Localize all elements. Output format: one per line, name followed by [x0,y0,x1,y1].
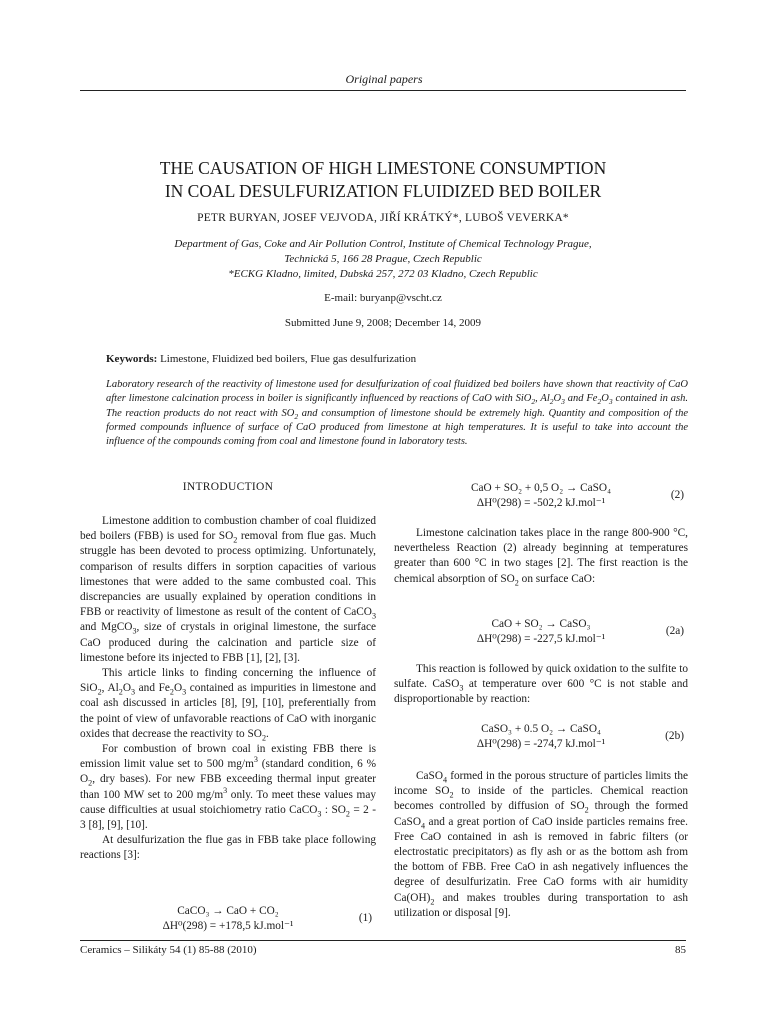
text-run: O [122,682,131,695]
affiliation-line-2: Technická 5, 166 28 Prague, Czech Republic [284,253,482,265]
subscript: 3 [132,626,137,636]
equation-line: ΔH⁰(298) = -227,5 kJ.mol⁻¹ [476,633,606,645]
abstract-text: O [601,393,609,405]
subscript: 3 [608,397,613,407]
text-run: This reaction is followed by quick oxidation to the sulfite to sulfate. CaSO [394,663,688,691]
section-heading: INTRODUCTION [182,481,274,493]
text-run: (standard condition, 6 % O [80,758,377,786]
paragraph [80,742,376,833]
right-paragraph-2 [394,662,688,708]
title-line-1: THE CAUSATION OF HIGH LIMESTONE CONSUMPTION [159,158,607,178]
text-run: , size of crystals in original limestone, the surface CaO produced during the calcination and particle size of limestone before its injected to FBB [1], [2], [3]. [80,621,376,664]
text-run: through the formed CaSO [394,800,688,828]
text-run: to inside of the particles. Chemical reaction becomes controlled by diffusion of SO [394,785,688,813]
equation-1 [80,904,376,934]
text-run: At desulfurization the flue gas in FBB take place following reactions [3]: [80,834,376,862]
text-run: at temperature over 600 °C is not stable and disproportionable by reaction: [394,678,688,706]
text-run: and makes troubles during transportation to ash utilization or disposal [9]. [394,891,688,919]
paragraph [394,526,688,587]
right-paragraph-1 [394,526,688,587]
text-run: and MgCO [80,621,133,634]
text-run: contained as impurities in limestone and coal ash discussed in articles [8], [9], [10], preferentially from the point of view of unfavorable reactions of CaO with inorganic oxides that decrease the reactivity to SO [80,682,376,740]
text-run: CaSO [416,770,443,782]
subscript: 2 [449,790,454,800]
text-run: , Al [101,682,119,695]
abstract-text: and Fe [564,393,598,405]
text-run: : SO [321,803,346,816]
paragraph [80,833,376,863]
subscript: 2 [345,809,350,819]
text-run: on surface CaO: [518,572,596,585]
subscript: 2 [597,397,602,407]
text-run: formed in the porous structure of particles limits the income SO [394,770,688,798]
title-line-2: IN COAL DESULFURIZATION FLUIDIZED BED BOILER [164,181,602,201]
text-run: only. To meet these values may cause difficulties at usual stoichiometry ratio CaCO [80,788,376,816]
paragraph [80,514,376,666]
equation-line: CaCO₃ → CaO + CO₂ [177,905,279,917]
affiliation-line-1: Department of Gas, Coke and Air Pollution Control, Institute of Chemical Technology Prague, [174,238,592,250]
authors: PETR BURYAN, JOSEF VEJVODA, JIŘÍ KRÁTKÝ*, LUBOŠ VEVERKA* [197,212,569,224]
keywords-text: Limestone, Fluidized bed boilers, Flue gas desulfurization [160,353,417,365]
subscript: 4 [421,820,426,830]
paragraph [394,769,688,921]
paper-title [80,157,686,203]
email: E-mail: buryanp@vscht.cz [324,292,442,304]
subscript: 2 [514,577,519,587]
abstract-text: , Al [535,393,550,405]
abstract-text: Laboratory research of the reactivity of limestone used for desulfurization of coal fluidized bed boilers have shown that reactivity of CaO after limestone calcination process in boiler is significantly influenced by reactions of CaO with SiO [106,379,688,405]
affiliation-line-3: *ECKG Kladno, limited, Dubská 257, 272 03 Kladno, Czech Republic [228,268,538,280]
equation-line: CaSO₃ + 0.5 O₂ → CaSO₄ [481,723,601,735]
equation-line: CaO + SO₂ → CaSO₃ [491,618,591,630]
journal-citation: Ceramics – Silikáty 54 (1) 85-88 (2010) [80,944,257,956]
subscript: 2 [169,687,174,697]
running-header: Original papers [345,72,423,86]
text-run: . [266,727,269,740]
subscript: 3 [371,611,376,621]
subscript: 3 [561,397,565,407]
equation-2a [394,617,688,647]
header-rule [80,90,686,91]
text-run: and Fe [135,682,170,695]
equation-line: ΔH⁰(298) = +178,5 kJ.mol⁻¹ [162,920,294,932]
paragraph [394,662,688,708]
footer-rule [80,940,686,941]
subscript: 3 [182,687,187,697]
subscript: 2 [430,896,435,906]
subscript: 2 [97,687,102,697]
abstract-text: O [553,393,562,405]
submitted-date: Submitted June 9, 2008; December 14, 2009 [284,317,482,329]
equation-line: CaO + SO₂ + 0,5 O₂ → CaSO₄ [470,482,612,494]
abstract-text: and consumption of limestone should be extremely high. Quantity and composition of the formed compounds influence of surface of CaO produced from limestone at high temperatures. It is useful to take into account the influence of the compounds coming from coal and limestone found in laboratory tests. [106,407,688,448]
subscript: 2 [549,397,554,407]
text-run: = 2 - 3 [8], [9], [10]. [80,803,376,832]
keywords-label: Keywords: [106,353,158,365]
subscript: 2 [531,397,536,407]
text-run: This article links to finding concerning the influence of SiO [80,667,376,695]
left-column [80,514,376,864]
text-run: O [173,682,183,695]
text-run: , dry bases). For new FBB exceeding thermal input greater than 100 MW set to 200 mg/m [80,773,376,801]
text-run: and a great portion of CaO inside particles remains free. Free CaO contained in ash is removed in fabric filters (or electrostatic precipitators) as fly ash or as the bottom ash from the bottom of FBB. Free CaO in ash negatively influences the degree of desulfurizatin. Free CaO forms with air humidity Ca(OH) [394,815,688,904]
subscript: 2 [294,411,299,421]
affiliation [80,237,686,282]
text-run: For combustion of brown coal in existing FBB there is emission limit value set to 500 mg/m [80,743,376,771]
equation-line: ΔH⁰(298) = -274,7 kJ.mol⁻¹ [476,738,606,750]
abstract-text: contained in ash. The reaction products do not react with SO [106,393,688,419]
text-run: Limestone addition to combustion chamber of coal fluidized bed boilers (FBB) is used for SO [80,515,376,543]
abstract [106,378,688,449]
page-number: 85 [675,944,686,956]
text-run: removal from flue gas. Much struggle has been devoted to process optimizing. Unfortunately, comparison of results differs in sorption capacities of various limestones that were added to the same combusted coal. This discrepancies are usually explained by operation conditions in FBB or reactivity of limestone as result of the content of CaCO [80,530,376,619]
subscript: 2 [233,535,238,545]
subscript: 3 [317,809,322,819]
subscript: 3 [131,687,136,697]
keywords [106,353,686,365]
superscript: 3 [223,785,228,795]
equation-number: (1) [358,912,372,924]
paragraph [80,666,376,742]
equation-number: (2a) [665,625,684,637]
equation-line: ΔH⁰(298) = -502,2 kJ.mol⁻¹ [476,497,606,509]
equation-number: (2b) [665,730,684,742]
right-paragraph-3 [394,769,688,921]
subscript: 2 [88,778,93,788]
subscript: 3 [459,683,464,693]
text-run: Limestone calcination takes place in the range 800-900 °C, nevertheless Reaction (2) already beginning at temperatures greater than 600 °C in two stages [2]. The first reaction is the chemical absorption of SO [394,527,688,585]
subscript: 2 [118,687,123,697]
equation-number: (2) [670,489,684,501]
subscript: 2 [584,805,589,815]
equation-2 [394,481,688,511]
equation-2b [394,722,688,752]
superscript: 3 [253,755,258,765]
subscript: 4 [443,775,448,785]
subscript: 2 [261,733,267,743]
